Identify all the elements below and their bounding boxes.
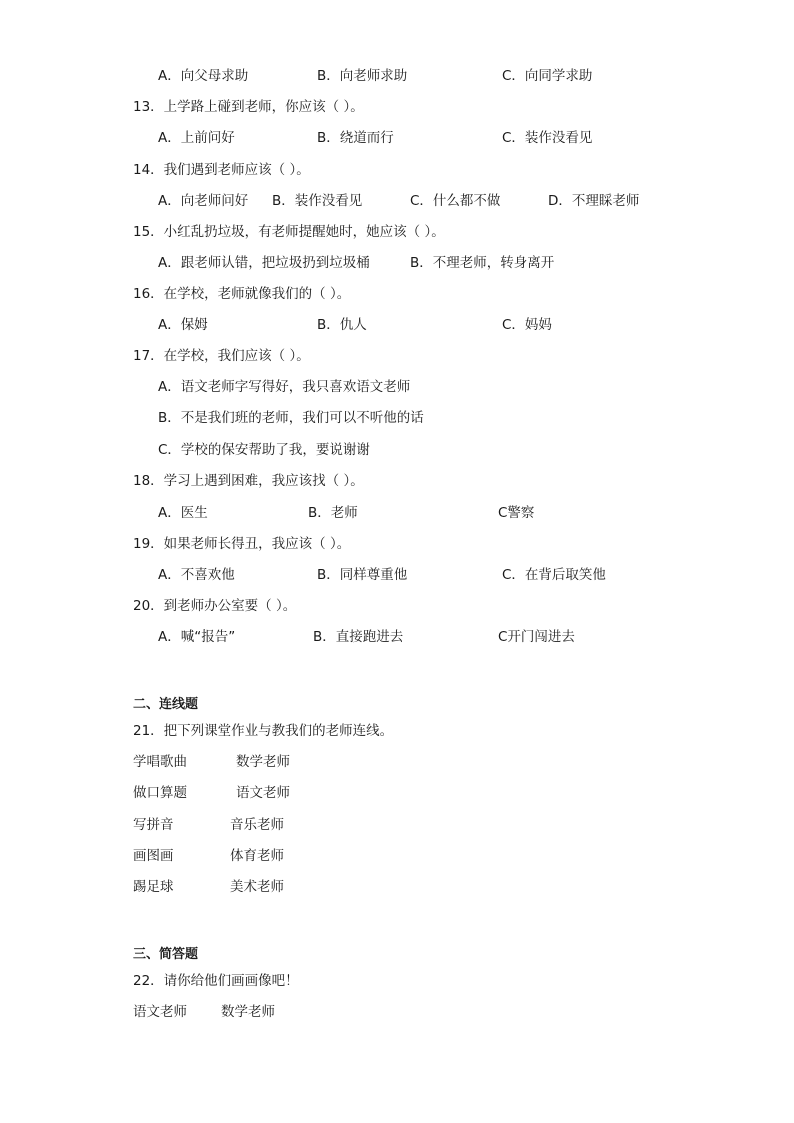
q19-option-a[interactable]: A．不喜欢他 [158, 567, 235, 583]
q22-stem: 22．请你给他们画画像吧！ [133, 973, 299, 989]
match-right-item[interactable]: 体育老师 [230, 848, 284, 864]
q12-option-b[interactable]: B．向老师求助 [317, 68, 408, 84]
q16-option-c[interactable]: C．妈妈 [502, 317, 552, 333]
q19-option-b[interactable]: B．同样尊重他 [317, 567, 408, 583]
portrait-label-math-teacher: 数学老师 [221, 1004, 275, 1020]
match-left-item[interactable]: 画图画 [133, 848, 174, 864]
q13-stem: 13．上学路上碰到老师，你应该（ ）。 [133, 99, 364, 115]
match-right-item[interactable]: 数学老师 [236, 754, 290, 770]
match-right-item[interactable]: 语文老师 [236, 785, 290, 801]
q15-option-a[interactable]: A．跟老师认错，把垃圾扔到垃圾桶 [158, 255, 370, 271]
q14-option-d[interactable]: D．不理睬老师 [548, 193, 640, 209]
q18-option-a[interactable]: A．医生 [158, 505, 208, 521]
q17-option-c[interactable]: C．学校的保安帮助了我，要说谢谢 [158, 442, 370, 458]
match-left-item[interactable]: 写拼音 [133, 817, 174, 833]
portrait-label-chinese-teacher: 语文老师 [133, 1004, 187, 1020]
q16-option-a[interactable]: A．保姆 [158, 317, 208, 333]
q19-stem: 19．如果老师长得丑，我应该（ ）。 [133, 536, 351, 552]
q14-stem: 14．我们遇到老师应该（ ）。 [133, 162, 310, 178]
q16-option-b[interactable]: B．仇人 [317, 317, 367, 333]
q17-option-b[interactable]: B．不是我们班的老师，我们可以不听他的话 [158, 410, 424, 426]
q14-option-b[interactable]: B．装作没看见 [272, 193, 363, 209]
q18-stem: 18．学习上遇到困难，我应该找（ ）。 [133, 473, 364, 489]
q21-stem: 21．把下列课堂作业与教我们的老师连线。 [133, 723, 394, 739]
match-left-item[interactable]: 踢足球 [133, 879, 174, 895]
match-right-item[interactable]: 音乐老师 [230, 817, 284, 833]
q12-option-c[interactable]: C．向同学求助 [502, 68, 593, 84]
q18-option-c[interactable]: C警察 [498, 505, 535, 521]
q20-option-a[interactable]: A．喊“报告” [158, 629, 236, 645]
match-left-item[interactable]: 学唱歌曲 [133, 754, 187, 770]
q17-option-a[interactable]: A．语文老师字写得好，我只喜欢语文老师 [158, 379, 411, 395]
q15-stem: 15．小红乱扔垃圾，有老师提醒她时，她应该（ ）。 [133, 224, 445, 240]
q15-option-b[interactable]: B．不理老师，转身离开 [410, 255, 555, 271]
section-heading-matching: 二、连线题 [133, 697, 199, 712]
q20-stem: 20．到老师办公室要（ ）。 [133, 598, 297, 614]
q14-option-c[interactable]: C．什么都不做 [410, 193, 501, 209]
q17-stem: 17．在学校，我们应该（ ）。 [133, 348, 310, 364]
q16-stem: 16．在学校，老师就像我们的（ ）。 [133, 286, 351, 302]
q20-option-c[interactable]: C开门闯进去 [498, 629, 575, 645]
match-right-item[interactable]: 美术老师 [230, 879, 284, 895]
q18-option-b[interactable]: B．老师 [308, 505, 358, 521]
section-heading-short-answer: 三、简答题 [133, 947, 199, 962]
q13-option-b[interactable]: B．绕道而行 [317, 130, 394, 146]
q14-option-a[interactable]: A．向老师问好 [158, 193, 249, 209]
q20-option-b[interactable]: B．直接跑进去 [313, 629, 404, 645]
q19-option-c[interactable]: C．在背后取笑他 [502, 567, 606, 583]
q13-option-a[interactable]: A．上前问好 [158, 130, 235, 146]
match-left-item[interactable]: 做口算题 [133, 785, 187, 801]
q13-option-c[interactable]: C．装作没看见 [502, 130, 593, 146]
q12-option-a[interactable]: A．向父母求助 [158, 68, 249, 84]
